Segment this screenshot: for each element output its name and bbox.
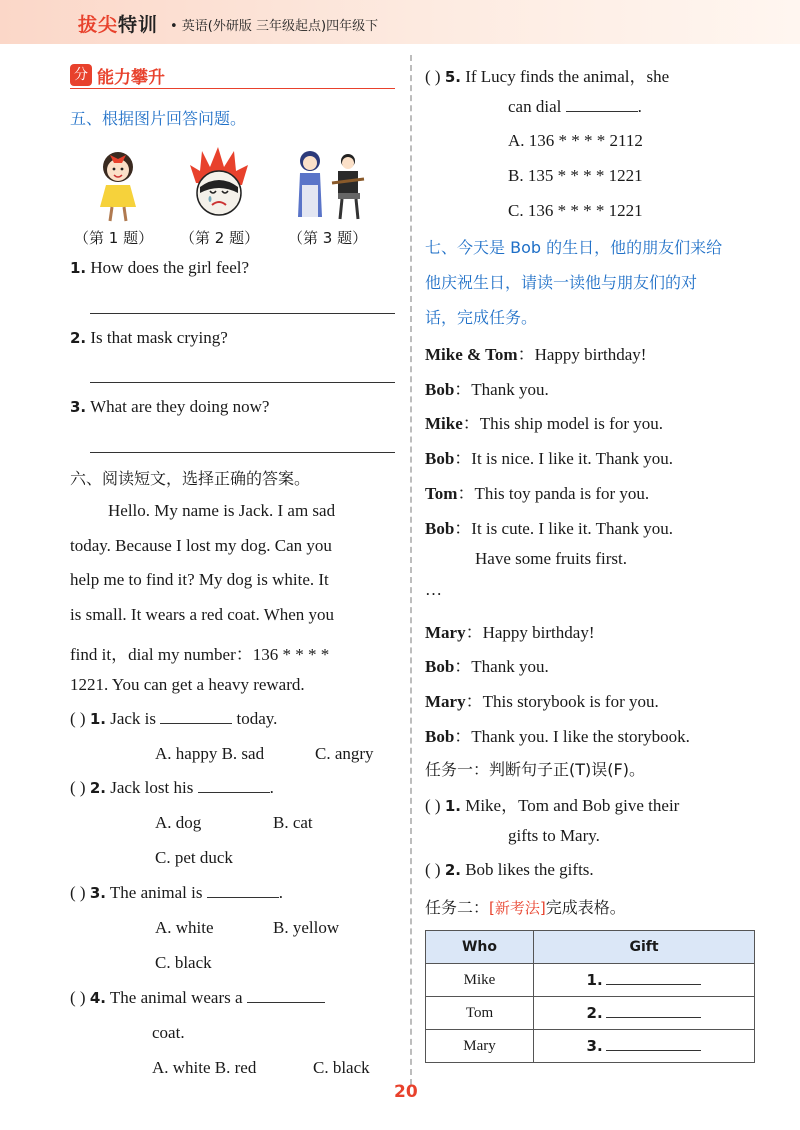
- new-method-tag: [新考法]: [489, 899, 546, 917]
- mc-question-5: ( ) 5. If Lucy finds the animal，she: [425, 67, 670, 86]
- dialog-continuation: Have some fruits first.: [475, 549, 628, 568]
- caption-1: （第 1 题）: [74, 229, 154, 247]
- passage-line-5: find it，dial my number：136 * * * *: [70, 645, 330, 664]
- row-gift[interactable]: 2.: [534, 997, 755, 1030]
- s7-title-1: 七、今天是 Bob 的生日，他的朋友们来给: [425, 238, 723, 257]
- passage-line-2: today. Because I lost my dog. Can you: [70, 536, 332, 555]
- q5-line-2: can dial .: [508, 97, 642, 116]
- fill-blank[interactable]: [247, 1002, 325, 1003]
- answer-line-3[interactable]: [90, 452, 395, 453]
- passage-line-1: Hello. My name is Jack. I am sad: [108, 501, 336, 520]
- section-tag-label: 能力攀升: [97, 68, 165, 88]
- answer-paren[interactable]: ( ): [425, 860, 441, 879]
- dialog-line-3: Mike：This ship model is for you.: [425, 414, 663, 433]
- dialog-line-6: Bob：It is cute. I like it. Thank you.: [425, 519, 674, 538]
- s5-question-2: 2. Is that mask crying?: [70, 328, 228, 347]
- q3-option-b: B. yellow: [273, 918, 340, 937]
- mc-question-4: ( ) 4. The animal wears a: [70, 988, 325, 1008]
- q5-option-a: A. 136 * * * * 2112: [508, 131, 643, 150]
- row-who: Tom: [426, 997, 534, 1030]
- page-number: 20: [394, 1082, 418, 1102]
- q5-option-c: C. 136 * * * * 1221: [508, 201, 643, 220]
- caption-3: （第 3 题）: [288, 229, 368, 247]
- tf-question-2: ( ) 2. Bob likes the gifts.: [425, 860, 594, 879]
- fill-blank[interactable]: [566, 111, 638, 112]
- book-subtitle: • 英语(外研版 三年级起点)四年级下: [170, 19, 379, 34]
- q4-option-ab: A. white B. red: [152, 1058, 257, 1077]
- table-row: [426, 997, 755, 1030]
- dialog-line-8: Bob：Thank you.: [425, 657, 549, 676]
- s7-title-3: 话，完成任务。: [425, 308, 538, 327]
- page-header: [0, 0, 800, 44]
- q4-option-c: C. black: [313, 1058, 370, 1077]
- q1-option-ab: A. happy B. sad: [155, 744, 265, 763]
- fill-blank[interactable]: [198, 792, 270, 793]
- q4-coat: coat.: [152, 1023, 185, 1042]
- passage-line-3: help me to find it? My dog is white. It: [70, 570, 329, 589]
- row-who: Mary: [426, 1030, 534, 1063]
- answer-paren[interactable]: ( ): [425, 67, 441, 86]
- row-gift[interactable]: 1.: [534, 964, 755, 997]
- crying-mask-picture: [186, 143, 252, 223]
- tf-question-1: ( ) 1. Mike，Tom and Bob give their: [425, 796, 680, 815]
- tf-question-1-cont: gifts to Mary.: [508, 826, 600, 845]
- q5-option-b: B. 135 * * * * 1221: [508, 166, 643, 185]
- mc-question-1: ( ) 1. Jack is today.: [70, 709, 278, 728]
- dialog-line-5: Tom：This toy panda is for you.: [425, 484, 650, 503]
- task-2-title: 任务二：[新考法]完成表格。: [425, 898, 626, 917]
- table-row: [426, 1030, 755, 1063]
- section-tag: [70, 63, 190, 87]
- row-gift[interactable]: 3.: [534, 1030, 755, 1063]
- fill-blank[interactable]: [160, 723, 232, 724]
- column-divider: [410, 55, 412, 1085]
- q2-option-a: A. dog: [155, 813, 202, 832]
- dialog-line-4: Bob：It is nice. I like it. Thank you.: [425, 449, 674, 468]
- q2-option-c: C. pet duck: [155, 848, 233, 867]
- q3-option-a: A. white: [155, 918, 214, 937]
- answer-paren[interactable]: ( ): [70, 709, 86, 728]
- girl-picture: [88, 145, 148, 223]
- table-row: [426, 964, 755, 997]
- answer-paren[interactable]: ( ): [70, 988, 86, 1007]
- s7-title-2: 他庆祝生日，请读一读他与朋友们的对: [425, 273, 698, 292]
- dialog-ellipsis: …: [425, 580, 442, 599]
- s5-title: 五、根据图片回答问题。: [70, 109, 247, 128]
- s5-question-3: 3. What are they doing now?: [70, 397, 270, 416]
- dialog-line-2: Bob：Thank you.: [425, 380, 549, 399]
- section-icon: 分: [70, 64, 92, 86]
- dialog-line-9: Mary：This storybook is for you.: [425, 692, 659, 711]
- q3-option-c: C. black: [155, 953, 212, 972]
- mc-question-3: ( ) 3. The animal is .: [70, 883, 283, 902]
- section-underline: [70, 88, 395, 89]
- task-1-title: 任务一：判断句子正(T)误(F)。: [425, 760, 645, 779]
- answer-paren[interactable]: ( ): [70, 778, 86, 797]
- gift-table: [425, 930, 755, 1063]
- row-who: Mike: [426, 964, 534, 997]
- header-gift: Gift: [534, 931, 755, 964]
- answer-line-1[interactable]: [90, 313, 395, 314]
- mc-question-2: ( ) 2. Jack lost his .: [70, 778, 274, 797]
- dialog-line-10: Bob：Thank you. I like the storybook.: [425, 727, 690, 746]
- passage-line-6: 1221. You can get a heavy reward.: [70, 675, 305, 694]
- dialog-line-1: Mike & Tom：Happy birthday!: [425, 345, 647, 364]
- fill-blank[interactable]: [207, 897, 279, 898]
- answer-paren[interactable]: ( ): [70, 883, 86, 902]
- s6-title: 六、阅读短文，选择正确的答案。: [70, 469, 311, 488]
- table-header: [426, 931, 755, 964]
- brand-title: 拔尖特训: [78, 14, 159, 36]
- answer-paren[interactable]: ( ): [425, 796, 441, 815]
- answer-line-2[interactable]: [90, 382, 395, 383]
- caption-2: （第 2 题）: [180, 229, 260, 247]
- opera-players-picture: [292, 145, 370, 223]
- s5-question-1: 1. How does the girl feel?: [70, 258, 250, 277]
- dialog-line-7: Mary：Happy birthday!: [425, 623, 595, 642]
- passage-line-4: is small. It wears a red coat. When you: [70, 605, 335, 624]
- q2-option-b: B. cat: [273, 813, 313, 832]
- header-who: Who: [426, 931, 534, 964]
- q1-option-c: C. angry: [315, 744, 374, 763]
